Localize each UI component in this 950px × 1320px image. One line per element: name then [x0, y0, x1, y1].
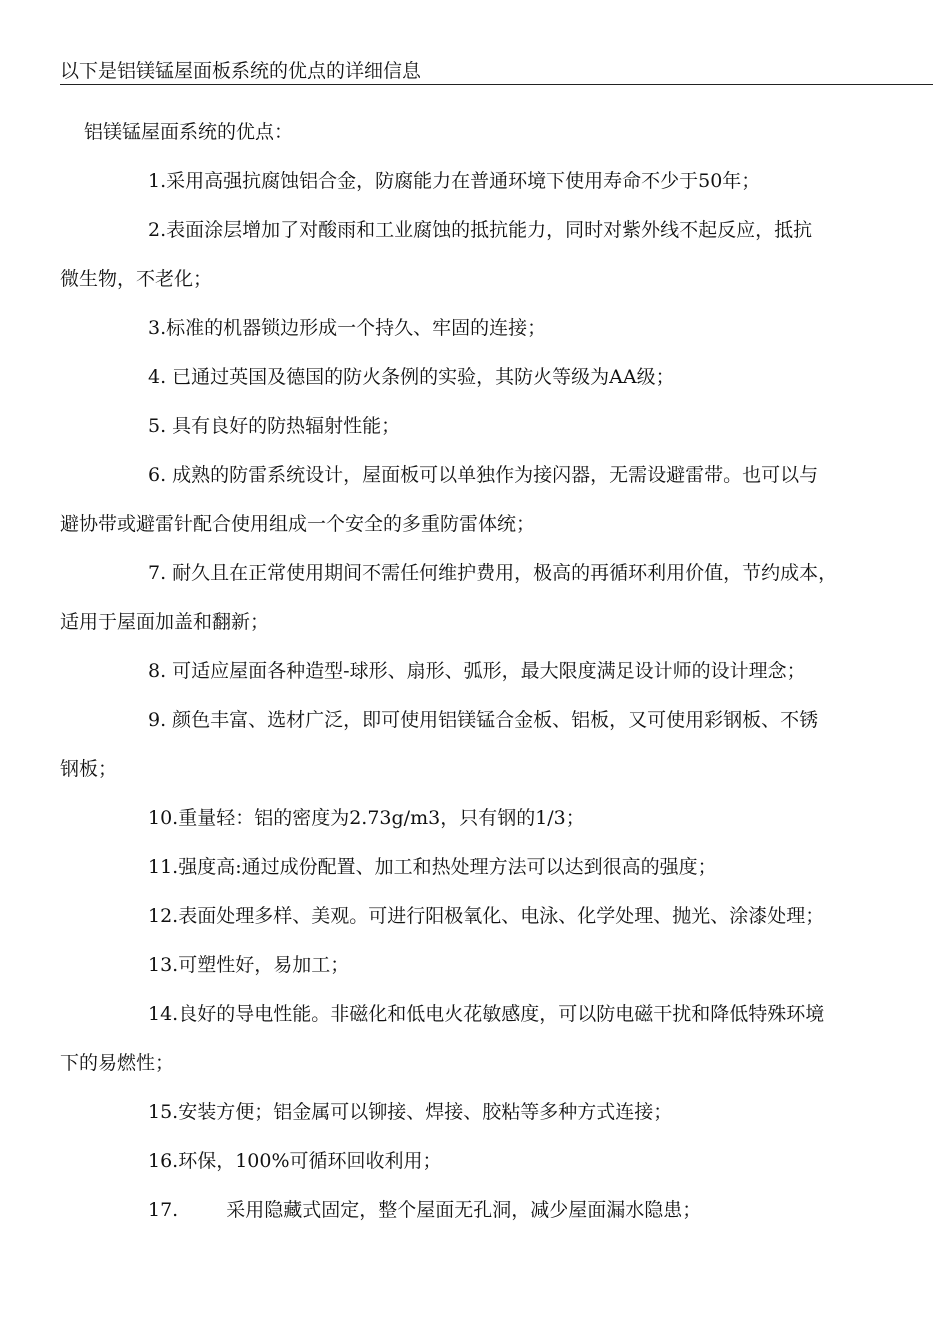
- list-item: [60, 892, 925, 941]
- list-item-number: 17.: [148, 1199, 179, 1221]
- list-item: [60, 451, 925, 549]
- list-item-line: 避协带或避雷针配合使用组成一个安全的多重防雷体统；: [60, 513, 536, 535]
- list-item: [60, 1137, 925, 1186]
- list-item: [60, 794, 925, 843]
- list-item-line: 3.标准的机器锁边形成一个持久、牢固的连接；: [148, 317, 547, 339]
- list-item-line: 2.表面涂层增加了对酸雨和工业腐蚀的抵抗能力，同时对紫外线不起反应，抵抗: [148, 219, 813, 241]
- list-item: [60, 647, 925, 696]
- advantages-list: [60, 157, 925, 1186]
- page-header: 以下是铝镁锰屋面板系统的优点的详细信息: [60, 58, 933, 85]
- list-item: [60, 941, 925, 990]
- list-item-line: 1.采用高强抗腐蚀铝合金，防腐能力在普通环境下使用寿命不少于50年；: [148, 170, 761, 192]
- list-item-line: 16.环保，100%可循环回收利用；: [148, 1150, 442, 1172]
- list-item-line: 8. 可适应屋面各种造型-球形、扇形、弧形，最大限度满足设计师的设计理念；: [148, 660, 806, 682]
- list-item-line: 12.表面处理多样、美观。可进行阳极氧化、电泳、化学处理、抛光、涂漆处理；: [148, 905, 825, 927]
- list-item-line: 4. 已通过英国及德国的防火条例的实验，其防火等级为AA级；: [148, 366, 675, 388]
- list-item-line: 10.重量轻：铝的密度为2.73g/m3，只有钢的1/3；: [148, 807, 585, 829]
- list-item: [60, 549, 925, 647]
- list-item-line: 14.良好的导电性能。非磁化和低电火花敏感度，可以防电磁干扰和降低特殊环境: [148, 1003, 825, 1025]
- list-item-line: 15.安装方便；铝金属可以铆接、焊接、胶粘等多种方式连接；: [148, 1101, 673, 1123]
- list-item-text: 采用隐藏式固定，整个屋面无孔洞，减少屋面漏水隐患；: [226, 1199, 702, 1221]
- list-item-line: 下的易燃性；: [60, 1052, 175, 1074]
- list-item: [60, 304, 925, 353]
- list-item: [60, 1186, 925, 1235]
- list-item: [60, 206, 925, 304]
- list-item: [60, 696, 925, 794]
- list-item-line: 13.可塑性好，易加工；: [148, 954, 350, 976]
- list-item-line: 钢板；: [60, 758, 118, 780]
- list-item-line: 11.强度高:通过成份配置、加工和热处理方法可以达到很高的强度；: [148, 856, 717, 878]
- list-item-line: 适用于屋面加盖和翻新；: [60, 611, 270, 633]
- list-item: [60, 843, 925, 892]
- list-item-line: 9. 颜色丰富、选材广泛，即可使用铝镁锰合金板、铝板，又可使用彩钢板、不锈: [148, 709, 819, 731]
- list-item: [60, 1088, 925, 1137]
- list-item-line: 微生物，不老化；: [60, 268, 213, 290]
- list-item-line: 7. 耐久且在正常使用期间不需任何维护费用，极高的再循环利用价值，节约成本，: [148, 562, 838, 584]
- list-item: [60, 157, 925, 206]
- list-item: [60, 402, 925, 451]
- list-item-line: [60, 1186, 925, 1235]
- section-intro: 铝镁锰屋面系统的优点：: [84, 121, 294, 143]
- list-item-line: 5. 具有良好的防热辐射性能；: [148, 415, 401, 437]
- list-item: [60, 990, 925, 1088]
- list-item-line: 6. 成熟的防雷系统设计，屋面板可以单独作为接闪器，无需设避雷带。也可以与: [148, 464, 819, 486]
- list-item: [60, 353, 925, 402]
- document-body: [60, 108, 925, 1235]
